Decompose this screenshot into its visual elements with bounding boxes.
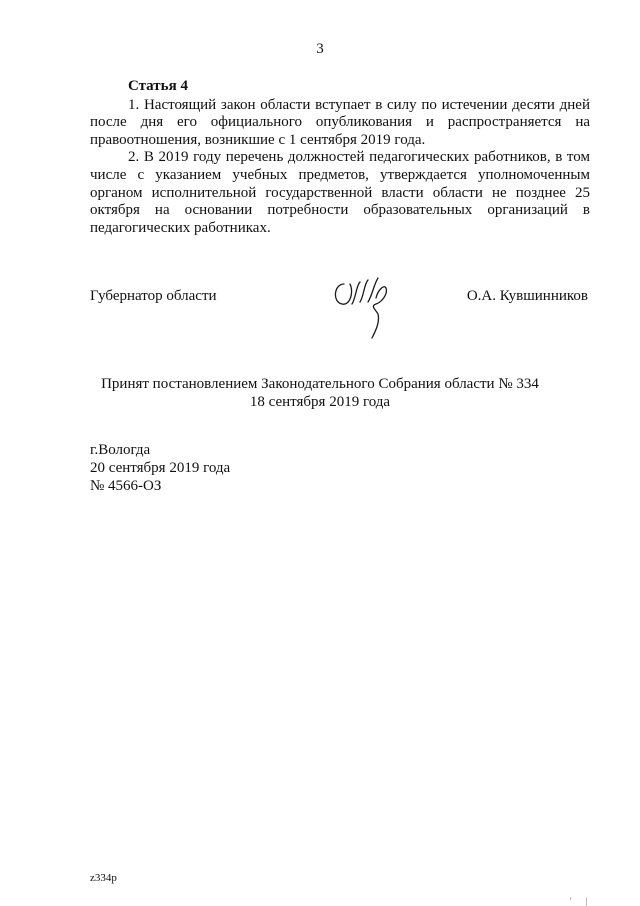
signatory-position: Губернатор области xyxy=(90,288,217,304)
article-paragraph-1: 1. Настоящий закон области вступает в силу по истечении десяти дней после дня его официального опубликования и распространяется на правоотношения, возникшие с 1 сентября 2019 года. xyxy=(90,96,590,148)
article-section xyxy=(90,78,590,237)
edge-marks: ' | xyxy=(570,896,594,906)
article-title: Статья 4 xyxy=(128,78,188,94)
signature-block xyxy=(90,284,590,344)
adoption-line-1: Принят постановлением Законодательного Собрания области № 334 xyxy=(101,376,539,392)
signatory-name: О.А. Кувшинников xyxy=(466,288,588,304)
handwritten-signature xyxy=(330,270,396,342)
city: г.Вологда xyxy=(90,442,151,458)
law-date: 20 сентября 2019 года xyxy=(90,460,231,476)
law-number: № 4566-ОЗ xyxy=(90,478,162,494)
adoption-note xyxy=(0,375,640,411)
page-number: 3 xyxy=(316,41,324,57)
article-paragraph-2: 2. В 2019 году перечень должностей педагогических работников, в том числе с указанием учебных предметов, утверждается уполномоченным органом исполнительной государственной власти области не позднее 25 октября на основании потребности образовательных организаций в педагогических работниках. xyxy=(90,149,590,236)
adoption-line-2: 18 сентября 2019 года xyxy=(249,394,391,410)
place-date-block xyxy=(90,441,230,495)
footer-code: z334p xyxy=(90,872,117,884)
